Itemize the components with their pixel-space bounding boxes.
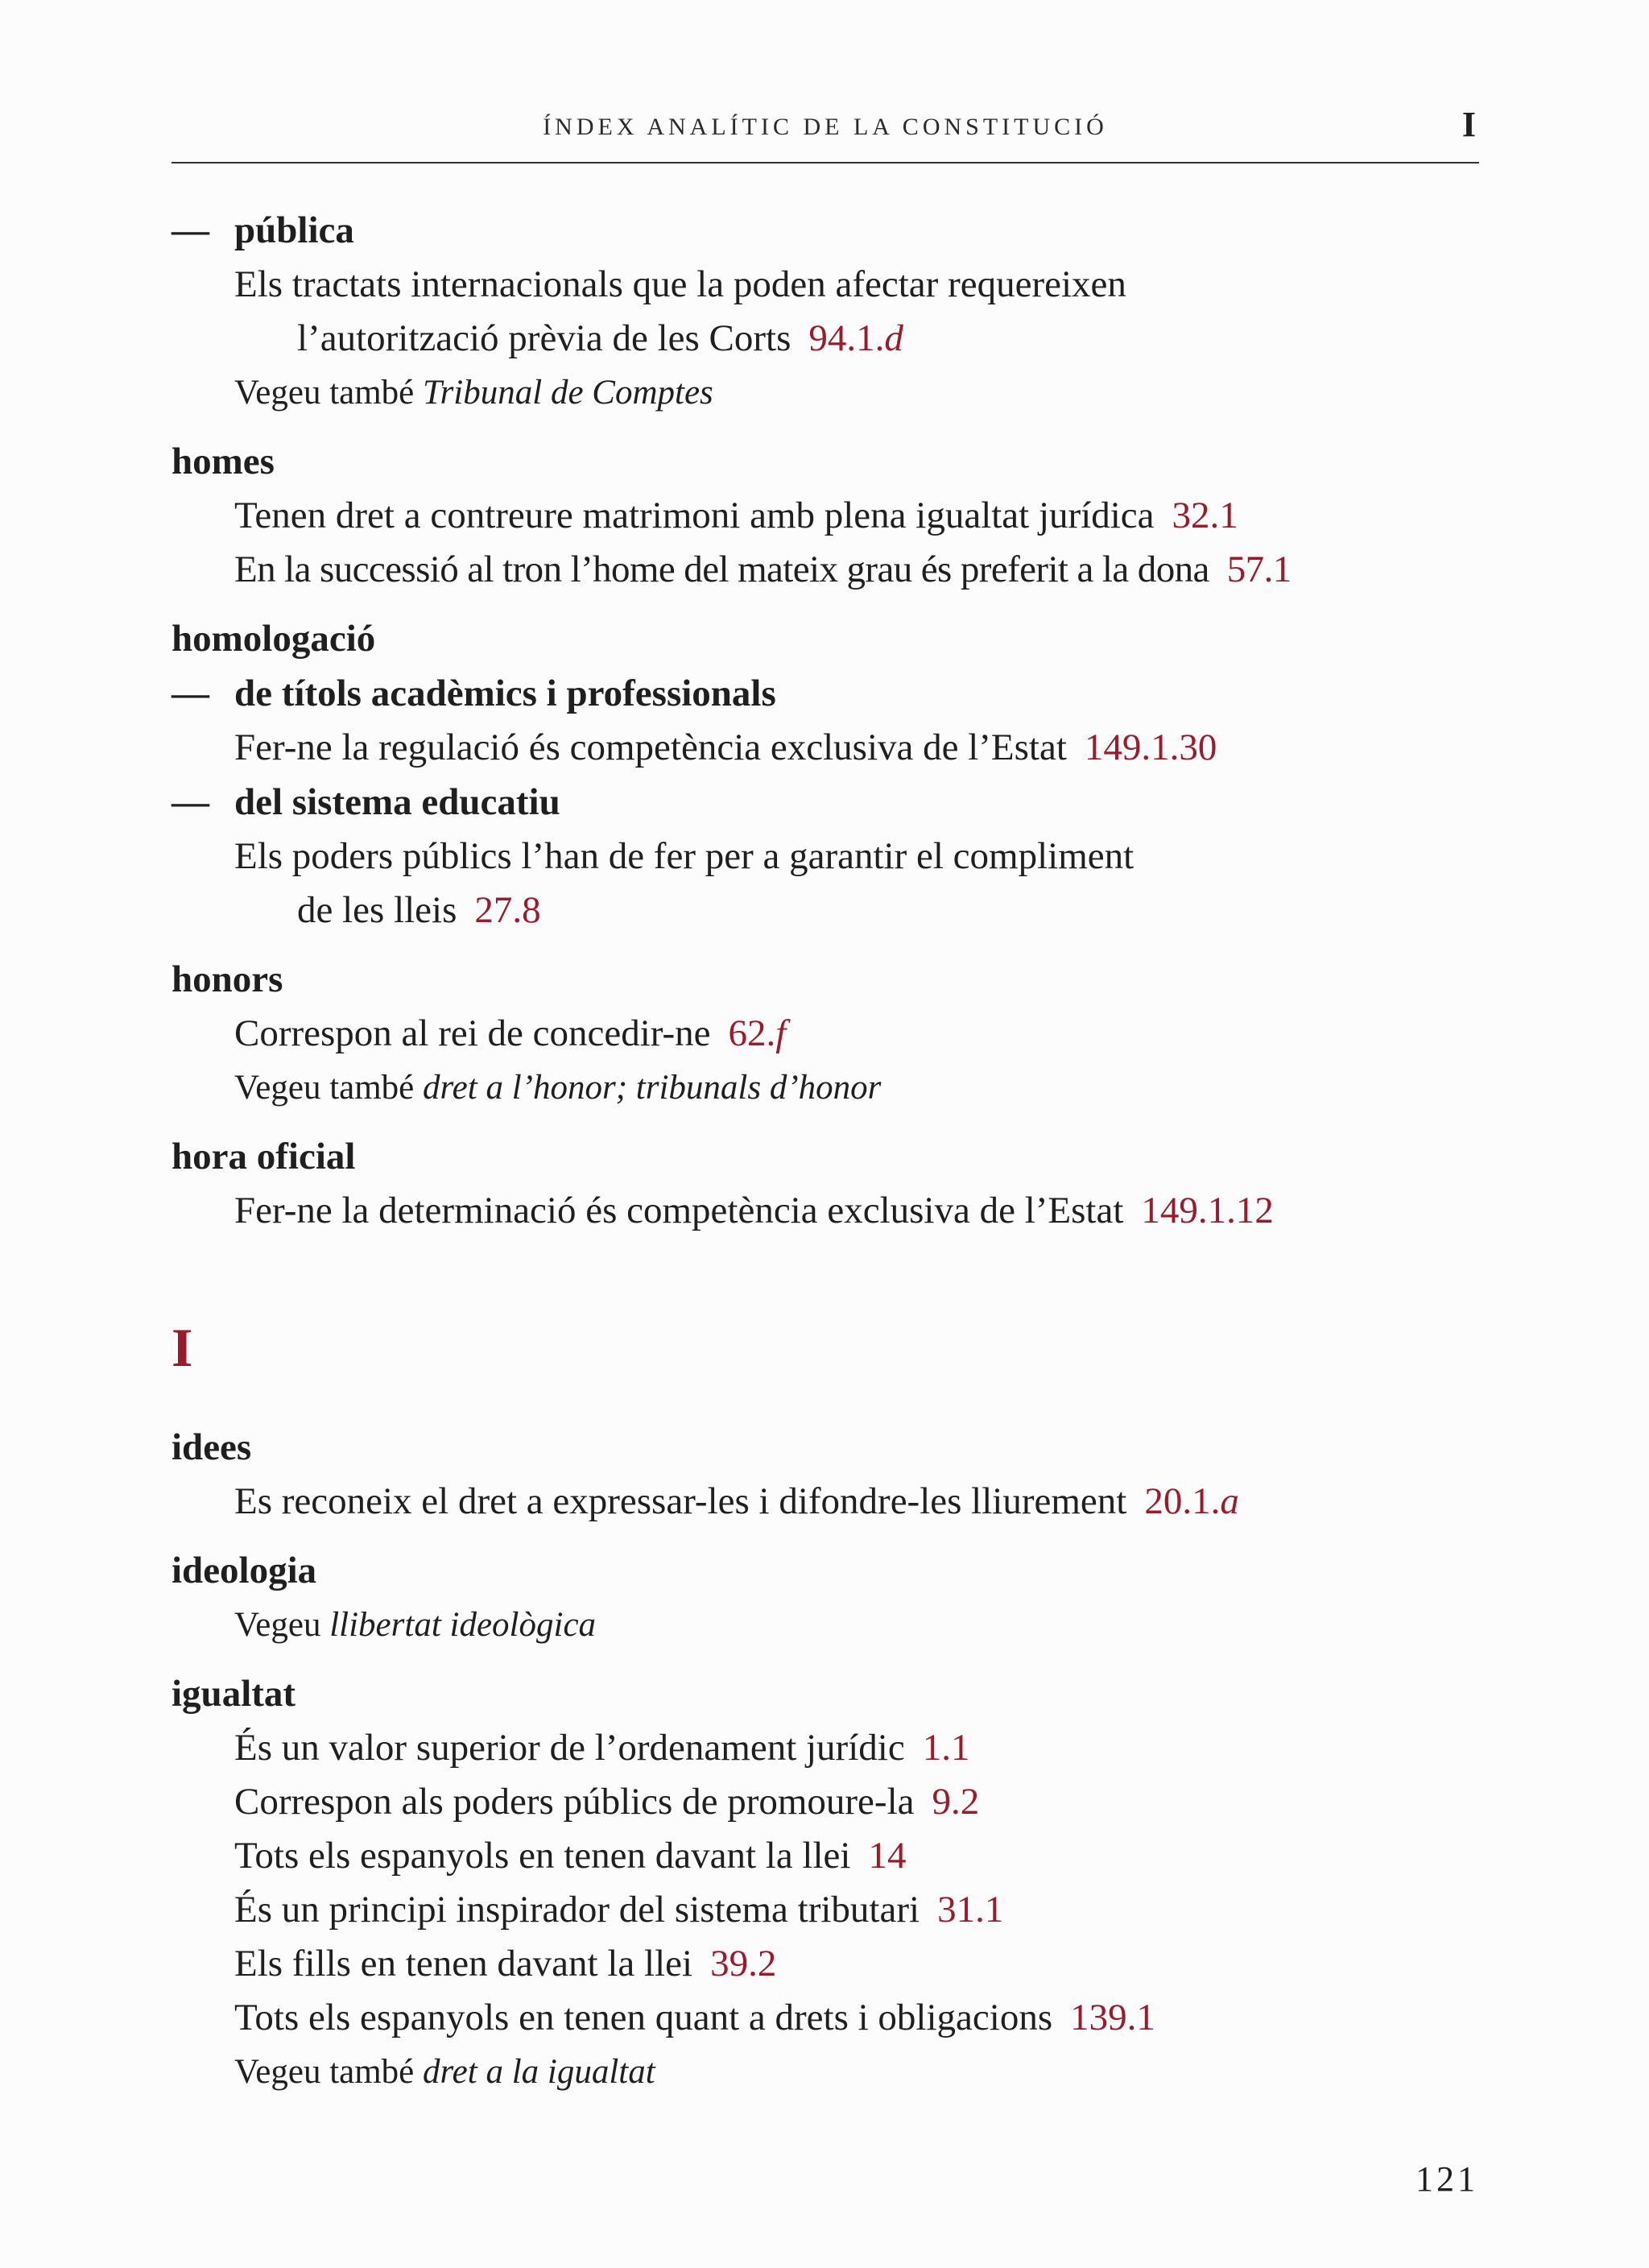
index-entry-idees <box>172 1420 1500 1529</box>
article-number: 94.1. <box>808 317 885 359</box>
entry-text: l’autorització prèvia de les Corts <box>297 317 791 359</box>
subentry-term: del sistema educatiu <box>234 781 560 823</box>
article-reference: 9.2 <box>932 1781 980 1823</box>
subentry-heading <box>172 203 1500 258</box>
entry-line <box>172 1184 1500 1238</box>
header-section-letter: I <box>1461 105 1476 144</box>
entry-term: ideologia <box>172 1550 317 1591</box>
subentry-term: pública <box>234 209 354 251</box>
entry-line <box>172 1991 1500 2045</box>
entry-line <box>172 489 1500 543</box>
em-dash: — <box>172 209 209 251</box>
see-also-prefix: Vegeu també <box>234 374 415 412</box>
entry-text: Fer-ne la regulació és competència exclusiva de l’Estat <box>234 726 1067 768</box>
see-also <box>172 366 1500 420</box>
article-reference <box>808 317 903 359</box>
index-entry-homologacio <box>172 611 1500 937</box>
entry-line: Els tractats internacionals que la poden afectar requereixen <box>234 263 1126 305</box>
entry-line <box>172 1007 1500 1061</box>
entry-line <box>172 1475 1500 1529</box>
running-header <box>172 101 1479 163</box>
article-reference <box>729 1012 787 1054</box>
entry-line <box>172 1883 1500 1937</box>
article-reference: 139.1 <box>1070 1997 1155 2038</box>
article-letter: f <box>775 1012 787 1054</box>
article-number: 20.1. <box>1144 1480 1221 1522</box>
entry-text: de les lleis <box>297 889 457 931</box>
entry-line-continued <box>172 884 1500 937</box>
subentry-heading <box>172 666 1500 721</box>
index-entry-igualtat <box>172 1666 1500 2099</box>
subentry-heading <box>172 775 1500 830</box>
article-reference: 39.2 <box>710 1943 777 1984</box>
entry-text: Tots els espanyols en tenen quant a drets i obligacions <box>234 1997 1053 2038</box>
article-reference: 32.1 <box>1172 495 1238 536</box>
see-also-target: Tribunal de Comptes <box>423 374 713 412</box>
entry-text: És un valor superior de l’ordenament jurídic <box>234 1727 905 1769</box>
entry-text: Correspon al rei de concedir-ne <box>234 1012 711 1054</box>
article-letter: a <box>1220 1480 1239 1522</box>
article-reference: 27.8 <box>474 889 541 931</box>
entry-text: Correspon als poders públics de promoure-la <box>234 1781 915 1823</box>
entry-text: Es reconeix el dret a expressar-les i difondre-les lliurement <box>234 1480 1127 1522</box>
index-entry-honors <box>172 952 1500 1115</box>
index-entry-publica <box>172 203 1500 420</box>
see-also-prefix: Vegeu <box>234 1606 321 1644</box>
subentry-term: de títols acadèmics i professionals <box>234 673 776 714</box>
entry-term: homes <box>172 441 275 482</box>
entry-line <box>172 1829 1500 1883</box>
entry-text: És un principi inspirador del sistema tributari <box>234 1889 920 1931</box>
see-also-target: llibertat ideològica <box>329 1606 597 1644</box>
entry-line: Els poders públics l’han de fer per a garantir el compliment <box>234 835 1134 877</box>
entry-text: Fer-ne la determinació és competència exclusiva de l’Estat <box>234 1190 1124 1231</box>
entry-line <box>172 721 1500 775</box>
index-entry-hora-oficial <box>172 1129 1500 1238</box>
entry-term: homologació <box>172 618 376 660</box>
header-title: ÍNDEX ANALÍTIC DE LA CONSTITUCIÓ <box>543 114 1108 140</box>
entry-line <box>172 543 1500 597</box>
see-also-prefix: Vegeu també <box>234 1069 415 1107</box>
index-entry-homes <box>172 434 1500 597</box>
entry-line <box>172 1721 1500 1775</box>
see-also-prefix: Vegeu també <box>234 2053 415 2091</box>
entry-term: igualtat <box>172 1673 296 1715</box>
article-number: 62. <box>728 1012 776 1054</box>
section-letter: I <box>172 1317 193 1378</box>
entry-term: hora oficial <box>172 1136 356 1177</box>
entry-text: En la successió al tron l’home del mateix grau és preferit a la dona <box>234 548 1209 590</box>
article-letter: d <box>884 317 903 359</box>
article-reference: 57.1 <box>1226 548 1292 590</box>
entry-term: idees <box>172 1426 252 1468</box>
entry-line-continued <box>172 312 1500 366</box>
index-entry-ideologia <box>172 1543 1500 1652</box>
entry-text: Tenen dret a contreure matrimoni amb plena igualtat jurídica <box>234 495 1155 536</box>
see-also <box>172 1061 1500 1115</box>
page-number: 121 <box>1415 2159 1478 2199</box>
see-also-target: dret a l’honor; tribunals d’honor <box>423 1069 882 1107</box>
em-dash: — <box>172 781 209 823</box>
article-reference: 149.1.12 <box>1141 1190 1274 1231</box>
article-reference <box>1144 1480 1239 1522</box>
entry-line <box>172 1775 1500 1829</box>
entry-line <box>172 1937 1500 1991</box>
em-dash: — <box>172 673 209 714</box>
article-reference: 1.1 <box>922 1727 970 1769</box>
see-also <box>172 1598 1500 1652</box>
entry-term: honors <box>172 958 283 1000</box>
article-reference: 31.1 <box>937 1889 1004 1931</box>
see-also-target: dret a la igualtat <box>423 2053 655 2091</box>
index-content <box>172 203 1500 2113</box>
article-reference: 149.1.30 <box>1084 726 1217 768</box>
entry-text: Els fills en tenen davant la llei <box>234 1943 693 1984</box>
entry-text: Tots els espanyols en tenen davant la llei <box>234 1835 851 1877</box>
see-also <box>172 2045 1500 2099</box>
article-reference: 14 <box>868 1835 907 1877</box>
